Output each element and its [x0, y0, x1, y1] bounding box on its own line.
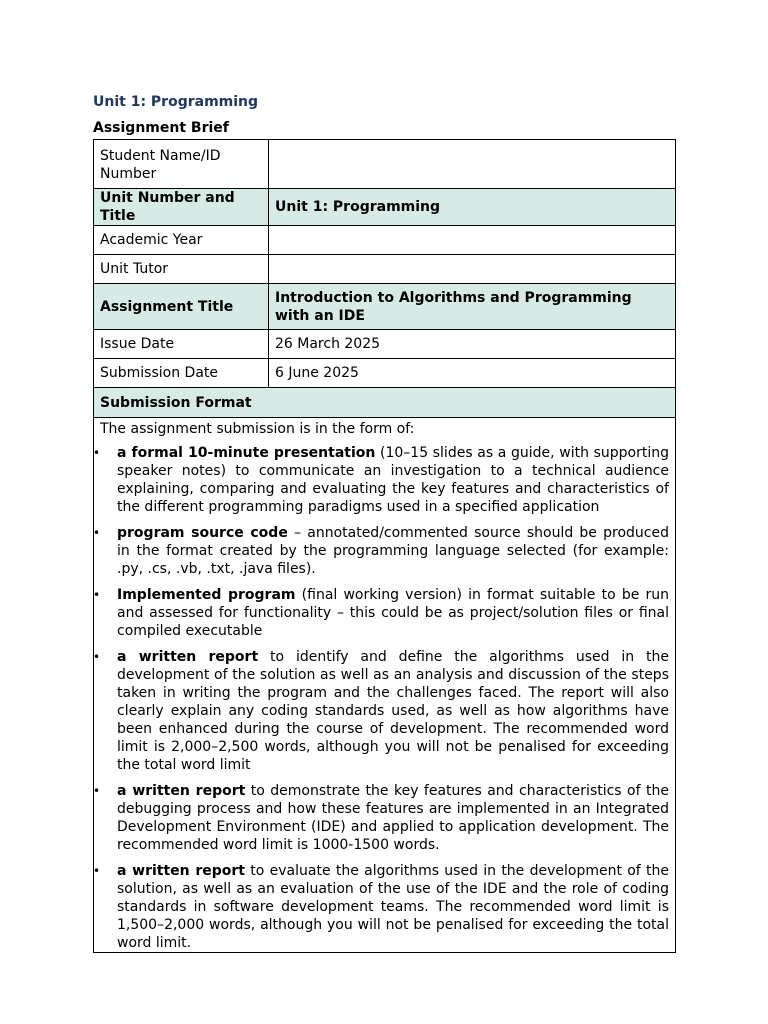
item-bold-lead: program source code: [117, 525, 288, 541]
submission-format-body: [94, 418, 676, 953]
list-item: [93, 782, 669, 854]
bullet-icon: •: [93, 588, 101, 602]
item-text: to evaluate the algorithms used in the development of the solution, as well as an evaluation of the use of the IDE and the role of coding standards in software development teams. The recommended word limit is 1,500–2,000 words, although you will not be penalised for exceeding the total word limit.: [117, 863, 669, 951]
student-name-label: Student Name/ID Number: [94, 140, 269, 189]
unit-tutor-value: [269, 255, 676, 284]
item-text: to identify and define the algorithms used in the development of the solution as well as an analysis and discussion of the steps taken in writing the program and the challenges faced. The report will also clearly explain any coding standards used, as well as how algorithms have been enhanced during the course of development. The recommended word limit is 2,000–2,500 words, although you will not be penalised for exceeding the total word limit: [117, 649, 669, 773]
item-bold-lead: Implemented program: [117, 587, 296, 603]
list-item: [93, 586, 670, 640]
assignment-brief-heading: Assignment Brief: [93, 120, 229, 136]
assignment-title-value: Introduction to Algorithms and Programming with an IDE: [269, 284, 676, 330]
issue-date-value: 26 March 2025: [269, 330, 676, 359]
submission-format-body-row: [94, 418, 676, 953]
academic-year-row: [94, 226, 676, 255]
submission-date-row: [94, 359, 676, 388]
list-item: [93, 524, 669, 578]
submission-date-label: Submission Date: [94, 359, 269, 388]
assignment-title-label: Assignment Title: [94, 284, 269, 330]
item-bold-lead: a written report: [117, 649, 259, 665]
assignment-title-row: [94, 284, 676, 330]
bullet-icon: •: [93, 446, 101, 460]
item-bold-lead: a formal 10-minute presentation: [117, 445, 376, 461]
academic-year-value: [269, 226, 676, 255]
issue-date-label: Issue Date: [94, 330, 269, 359]
item-bold-lead: a written report: [117, 863, 246, 879]
unit-tutor-row: [94, 255, 676, 284]
submission-format-label: Submission Format: [94, 388, 676, 418]
item-text: (final working version) in format suitable to be run and assessed for functionality – this could be as project/solution files or final compiled executable: [117, 587, 670, 639]
item-text: – annotated/commented source should be produced in the format created by the programming language selected (for example: .py, .cs, .vb, .txt, .java files).: [117, 525, 669, 577]
list-item: [93, 862, 669, 952]
assignment-brief-table: [93, 139, 676, 953]
academic-year-label: Academic Year: [94, 226, 269, 255]
issue-date-row: [94, 330, 676, 359]
item-text: to demonstrate the key features and characteristics of the debugging process and how these features are implemented in an Integrated Development Environment (IDE) and applied to application development. The recommended word limit is 1000-1500 words.: [117, 783, 669, 853]
student-name-row: [94, 140, 676, 189]
unit-label: Unit Number and Title: [94, 189, 269, 226]
student-name-value: [269, 140, 676, 189]
bullet-icon: •: [93, 864, 101, 878]
bullet-icon: •: [93, 650, 101, 664]
list-item: [93, 648, 669, 774]
unit-tutor-label: Unit Tutor: [94, 255, 269, 284]
list-item: [93, 444, 670, 516]
bullet-icon: •: [93, 784, 101, 798]
item-text: (10–15 slides as a guide, with supporting speaker notes) to communicate an investigation to a technical audience explaining, comparing and evaluating the key features and characteristics of the different programming paradigms used in a specified application: [117, 445, 670, 515]
unit-row: [94, 189, 676, 226]
bullet-icon: •: [93, 526, 101, 540]
submission-format-list: [93, 444, 670, 952]
unit-value: Unit 1: Programming: [269, 189, 676, 226]
submission-date-value: 6 June 2025: [269, 359, 676, 388]
submission-format-intro: The assignment submission is in the form of:: [100, 421, 415, 437]
submission-format-header-row: [94, 388, 676, 418]
item-bold-lead: a written report: [117, 783, 246, 799]
unit-heading: Unit 1: Programming: [93, 94, 259, 110]
